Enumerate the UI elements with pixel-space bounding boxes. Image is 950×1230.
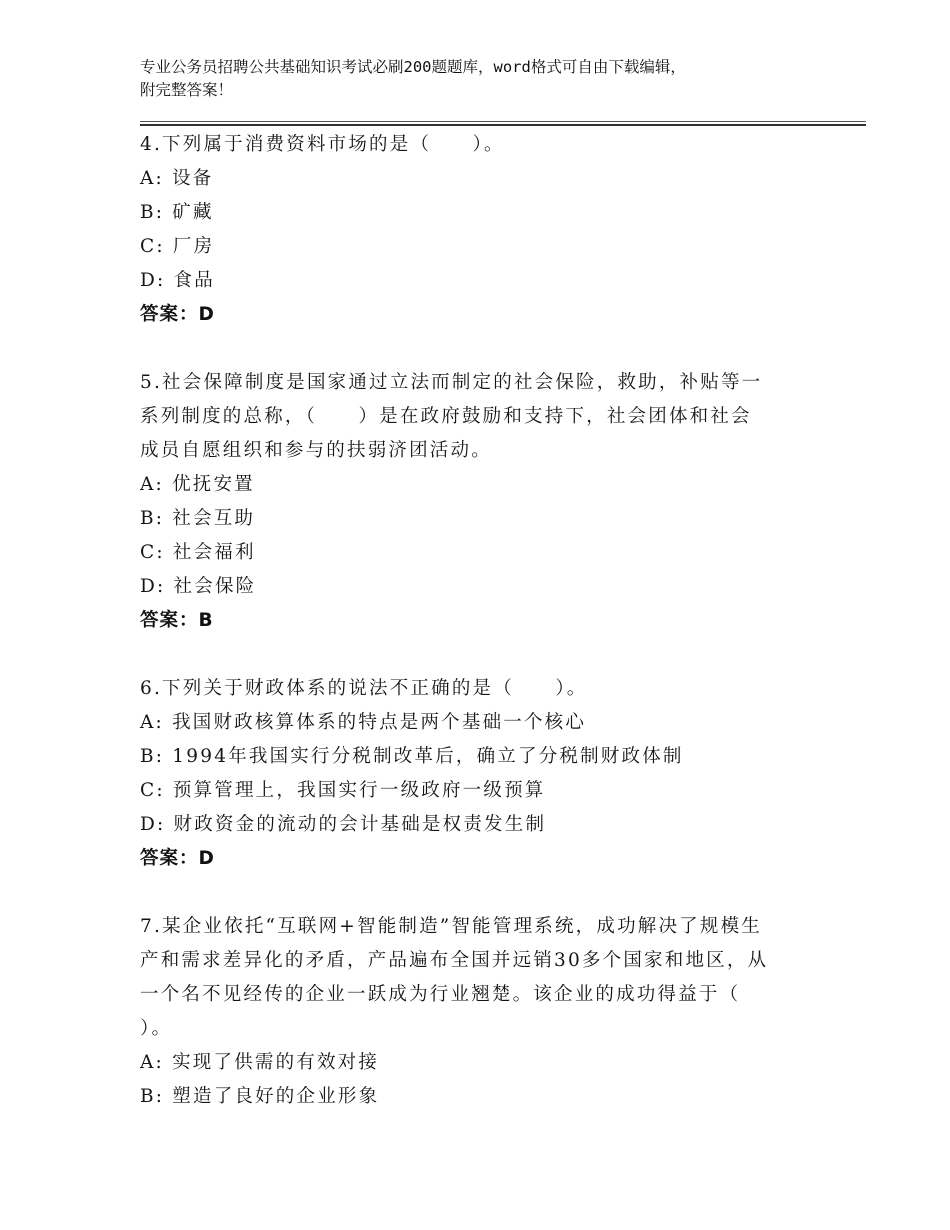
option-d: D: 食品 xyxy=(140,270,215,291)
option-a: A: 优抚安置 xyxy=(140,474,255,495)
option-d: D: 社会保险 xyxy=(140,576,257,597)
question-stem: 5.社会保障制度是国家通过立法而制定的社会保险，救助，补贴等一 xyxy=(140,372,763,393)
header-line-1: 专业公务员招聘公共基础知识考试必刷200题题库，word格式可自由下载编辑， xyxy=(140,58,686,76)
option-c: C: 社会福利 xyxy=(140,542,256,563)
question-stem: 6.下列关于财政体系的说法不正确的是（ ）。 xyxy=(140,678,588,699)
option-c: C: 预算管理上，我国实行一级政府一级预算 xyxy=(140,780,546,801)
question-list xyxy=(140,128,820,1114)
answer-label: 答案：D xyxy=(140,848,215,869)
question-stem: 产和需求差异化的矛盾，产品遍布全国并远销30多个国家和地区，从 xyxy=(140,950,769,971)
question-7 xyxy=(140,910,820,1114)
header-line-2: 附完整答案！ xyxy=(140,81,234,99)
option-c: C: 厂房 xyxy=(140,236,215,257)
option-d: D: 财政资金的流动的会计基础是权责发生制 xyxy=(140,814,547,835)
question-stem: 7.某企业依托“互联网+智能制造”智能管理系统，成功解决了规模生 xyxy=(140,916,762,937)
question-6 xyxy=(140,672,820,876)
option-a: A: 实现了供需的有效对接 xyxy=(140,1052,380,1073)
answer-label: 答案：B xyxy=(140,610,214,631)
answer-label: 答案：D xyxy=(140,304,215,325)
question-5 xyxy=(140,366,820,638)
header-divider-thick xyxy=(140,124,866,126)
option-b: B: 矿藏 xyxy=(140,202,214,223)
question-gap xyxy=(140,332,820,366)
question-gap xyxy=(140,638,820,672)
question-stem: ）。 xyxy=(140,1018,173,1039)
question-gap xyxy=(140,876,820,910)
question-stem: 成员自愿组织和参与的扶弱济团活动。 xyxy=(140,440,492,461)
option-b: B: 塑造了良好的企业形象 xyxy=(140,1086,380,1107)
question-4 xyxy=(140,128,820,332)
question-stem: 4.下列属于消费资料市场的是（ ）。 xyxy=(140,134,505,155)
option-a: A: 我国财政核算体系的特点是两个基础一个核心 xyxy=(140,712,587,733)
question-stem: 一个名不见经传的企业一跃成为行业翘楚。该企业的成功得益于（ xyxy=(140,984,741,1005)
document-header xyxy=(140,56,830,102)
option-b: B: 社会互助 xyxy=(140,508,256,529)
header-divider-thin xyxy=(140,121,866,122)
option-a: A: 设备 xyxy=(140,168,214,189)
option-b: B: 1994年我国实行分税制改革后，确立了分税制财政体制 xyxy=(140,746,684,767)
question-stem: 系列制度的总称，（ ）是在政府鼓励和支持下，社会团体和社会 xyxy=(140,406,752,427)
